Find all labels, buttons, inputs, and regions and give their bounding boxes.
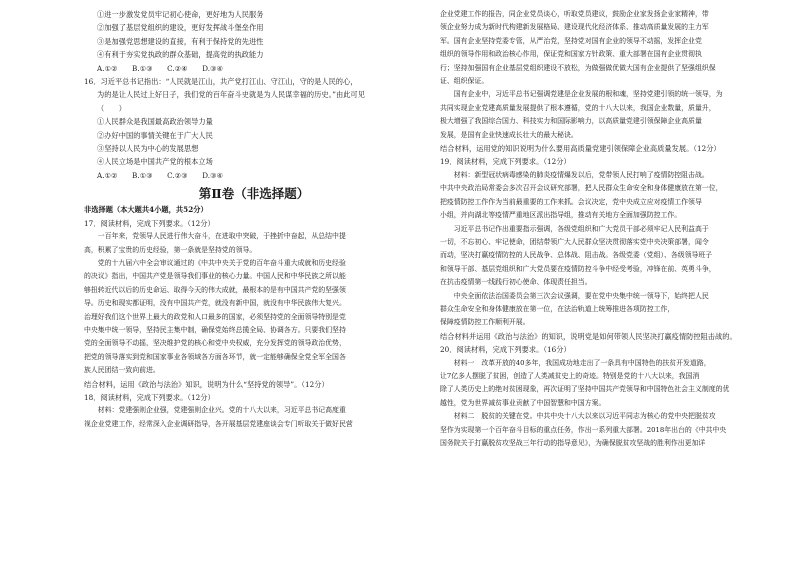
- q19-material-line: 保障疫情防控工作顺利开展。: [440, 318, 530, 327]
- q18-material-line: 领企业努力成为新时代构建新发展格局、建设现代化经济体系、推动高质量发展的主力军: [440, 23, 709, 32]
- q19-material-line: 而动，坚决打赢疫情防控的人民战争、总体战、阻击战。各级党委（党组）、各级领导班子: [440, 251, 713, 260]
- q18-material-line: 国有企业中，习近平总书记强调党建是企业发展的根和魂，坚持党建引领的统一领导，为: [440, 90, 723, 99]
- q16-option-4: ④人民立场是中国共产党的根本立场: [97, 157, 213, 167]
- q16-option-2: ②办好中国的事情关键在于广大人民: [97, 130, 213, 140]
- q17-material-line: 治理好我们这个世界上最大的政党和人口最多的国家，必须坚持党的全面领导特别是党: [84, 312, 346, 321]
- q17-material-line: 的决议》指出，中国共产党是领导我们事业的核心力量。中国人民和中华民族之所以能: [84, 272, 346, 281]
- q19-header: 19．阅读材料，完成下列要求。（12分）: [440, 157, 571, 167]
- q19-material-line: 把疫情防控工作作为当前最重要的工作来抓。会议决定，党中央成立应对疫情工作领导: [440, 197, 702, 206]
- q15-option-2: ②加强了基层党组织的建设，更好发挥战斗堡垒作用: [97, 23, 264, 33]
- q16-stem-line-3: （ ）: [97, 103, 126, 113]
- q17-material-line: 中央集中统一领导，坚持民主集中制，确保党始终总揽全局、协调各方。只要我们坚持: [84, 325, 346, 334]
- q17-material-line: 族人民团结一致向前进。: [84, 366, 160, 375]
- q17-material-line: 党的全面领导不动摇，坚决维护党的核心和党中央权威，充分发挥党的领导政治优势，: [84, 339, 346, 348]
- q16-option-1: ①人民群众是我国最高政治领导力量: [97, 117, 213, 127]
- section-subtitle: 非选择题（本大题共4小题，共52分）: [84, 205, 208, 215]
- q20-material-line: 国务院关于打赢脱贫攻坚战三年行动的指导意见》，为确保脱贫攻坚战的胜利作出更加详: [440, 439, 706, 447]
- q18-header: 18．阅读材料，完成下列要求。（12分）: [84, 392, 215, 402]
- q18-material-line: 极大增强了我国综合国力、科技实力和国际影响力，以高质量党建引领保障企业高质量: [440, 117, 702, 126]
- q18-material-line: 行；坚持加强国有企业基层党组织建设不放松，为做强做优做大国有企业提供了坚强组织保: [440, 63, 716, 72]
- q19-question: 结合材料并运用《政治与法治》的知识，说明党是如何带领人民坚决打赢疫情防控阻击战的。: [440, 331, 737, 341]
- q19-material-line: 在抗击疫情第一线践行初心使命、体现责任担当。: [440, 278, 592, 287]
- q20-material-line: 越性，党为世界减贫事业贡献了中国智慧和中国方案。: [440, 398, 606, 407]
- q18-material-line: 视企业党建工作，经常深入企业调研指导，各开展基层党建座谈会专门听取关于做好民营: [84, 419, 353, 428]
- right-column: [440, 8, 780, 450]
- left-column: [84, 8, 424, 431]
- q18-material-line: 组织的领导作用和政治核心作用，保证党和国家方针政策、重大部署在国有企业贯彻执: [440, 50, 702, 59]
- q19-material-line: 和领导干部、基层党组织和广大党员要在疫情防控斗争中经受考验，冲锋在前、英勇斗争，: [440, 264, 716, 273]
- q17-material-line: 党的十九届六中全会审议通过的《中共中央关于党的百年奋斗重大成就和历史经验: [84, 258, 346, 267]
- q17-question: 结合材料，运用《政治与法治》知识，说明为什么“坚持党的领导”。（12分）: [84, 379, 329, 389]
- q15-option-1: ①进一步激发党员牢记初心使命，更好地为人民服务: [97, 10, 264, 19]
- q20-material-line: 让7亿多人摆脱了贫困，创造了人类减贫史上的奇迹。特别是党的十八大以来，我国消: [440, 371, 700, 380]
- q20-material-line: 除了人类历史上的绝对贫困现象，再次证明了坚持中国共产党领导和中国特色社会主义制度的优: [440, 385, 730, 394]
- q19-material-line: 小组，并向湖北等疫情严重地区派出指导组，推动有关地方全面加强防控工作。: [440, 211, 682, 220]
- q18-material-line: 证、组织保证。: [440, 77, 489, 86]
- q20-material-line: 材料一 改革开放的40多年，我国成功地走出了一条具有中国特色的扶贫开发道路，: [440, 358, 711, 367]
- q16-option-3: ③坚持以人民为中心的发展思想: [97, 144, 199, 154]
- q17-material-line: 高，积累了宝贵的历史经验，第一条就是坚持党的领导。: [84, 245, 257, 254]
- section-title: 第Ⅱ卷（非选择题）: [198, 186, 310, 202]
- q18-material-line: 共同实现企业党建高质量发展提供了根本遵循，党的十八大以来，我国企业数量，质量升，: [440, 103, 716, 112]
- q16-stem-line-1: 16．习近平总书记指出：“人民就是江山，共产党打江山、守江山，守的是人民的心，: [84, 77, 358, 87]
- q19-material-line: 一切，不忘初心、牢记使命，团结带领广大人民群众坚决贯彻落实党中央决策部署，闻令: [440, 237, 709, 246]
- q19-material-line: 材料：新型冠状病毒感染的肺炎疫情爆发以后，党带领人民打响了疫情防控阻击战。: [440, 170, 709, 179]
- q18-material-line: 军。国有企业坚持党委专管，从严治党，坚持党对国有企业的领导不动摇，发挥企业党: [440, 36, 702, 45]
- q19-material-line: 习近平总书记作出重要指示强调，各级党组织和广大党员干部必须牢记人民利益高于: [440, 224, 709, 233]
- q17-material-line: 够扭转近代以后的历史命运、取得今天的伟大成就，最根本的是有中国共产党的坚强领: [84, 285, 346, 294]
- q20-material-line: 坚作为实现第一个百年奋斗目标的重点任务，作出一系列重大部署。2018年出台的《中共中央: [440, 425, 727, 434]
- q17-material-line: 把党的领导落实到党和国家事业各领域各方面各环节，就一定能够确保全党全军全国各: [84, 352, 346, 361]
- q16-choices: A.①② B.①③ C.②③ D.③④: [97, 170, 224, 180]
- q18-question: 结合材料，运用党的知识说明为什么要用高质量党建引领保障企业高质量发展。（12分）: [440, 144, 721, 154]
- q17-header: 17．阅读材料，完成下列要求。（12分）: [84, 218, 215, 228]
- q20-header: 20．阅读材料，完成下列要求。（16分）: [440, 345, 571, 355]
- q17-material-line: 一百年来，党领导人民进行伟大奋斗，在进取中突破，于挫折中奋起，从总结中提: [84, 232, 346, 241]
- q17-material-line: 导。历史和现实都证明，没有中国共产党，就没有新中国，就没有中华民族伟大复兴。: [84, 299, 346, 308]
- q15-choices: A.①② B.①③ C.②④ D.③④: [97, 63, 224, 73]
- q15-option-3: ③是加强党思想建设的直接，有利于保持党的先进性: [97, 36, 264, 46]
- q19-material-line: 中央全面依法治国委员会第三次会议强调，要在党中央集中统一领导下，始终把人民: [440, 291, 709, 300]
- q15-option-4: ④有利于夯实党执政的群众基础，提高党的执政能力: [97, 50, 264, 60]
- q18-material-line: 发展，是国有企业快速成长壮大的最大秘诀。: [440, 130, 578, 139]
- q20-material-line: 材料二 脱贫的关键在党。中共中央十八大以来以习近平同志为核心的党中央把脱贫攻: [440, 412, 716, 421]
- q16-stem-line-2: 为的是让人民过上好日子，我们党的百年奋斗史就是为人民谋幸福的历史。”由此可见: [97, 90, 365, 100]
- q19-material-line: 群众生命安全和身体健康放在第一位，在法治轨道上统筹推进各项防控工作，: [440, 304, 675, 313]
- q18-material-line: 材料：党建强则企业强，党建强则企业兴。党的十八大以来，习近平总书记高度重: [84, 406, 346, 415]
- q18-material-line: 企业党建工作的报告，同企业党员谈心，听取党员建议，鼓励企业家发扬企业家精神，带: [440, 10, 709, 18]
- q19-material-line: 中共中央政治局常委会多次召开会议研究部署，把人民群众生命安全和身体健康放在第一位，: [440, 184, 723, 193]
